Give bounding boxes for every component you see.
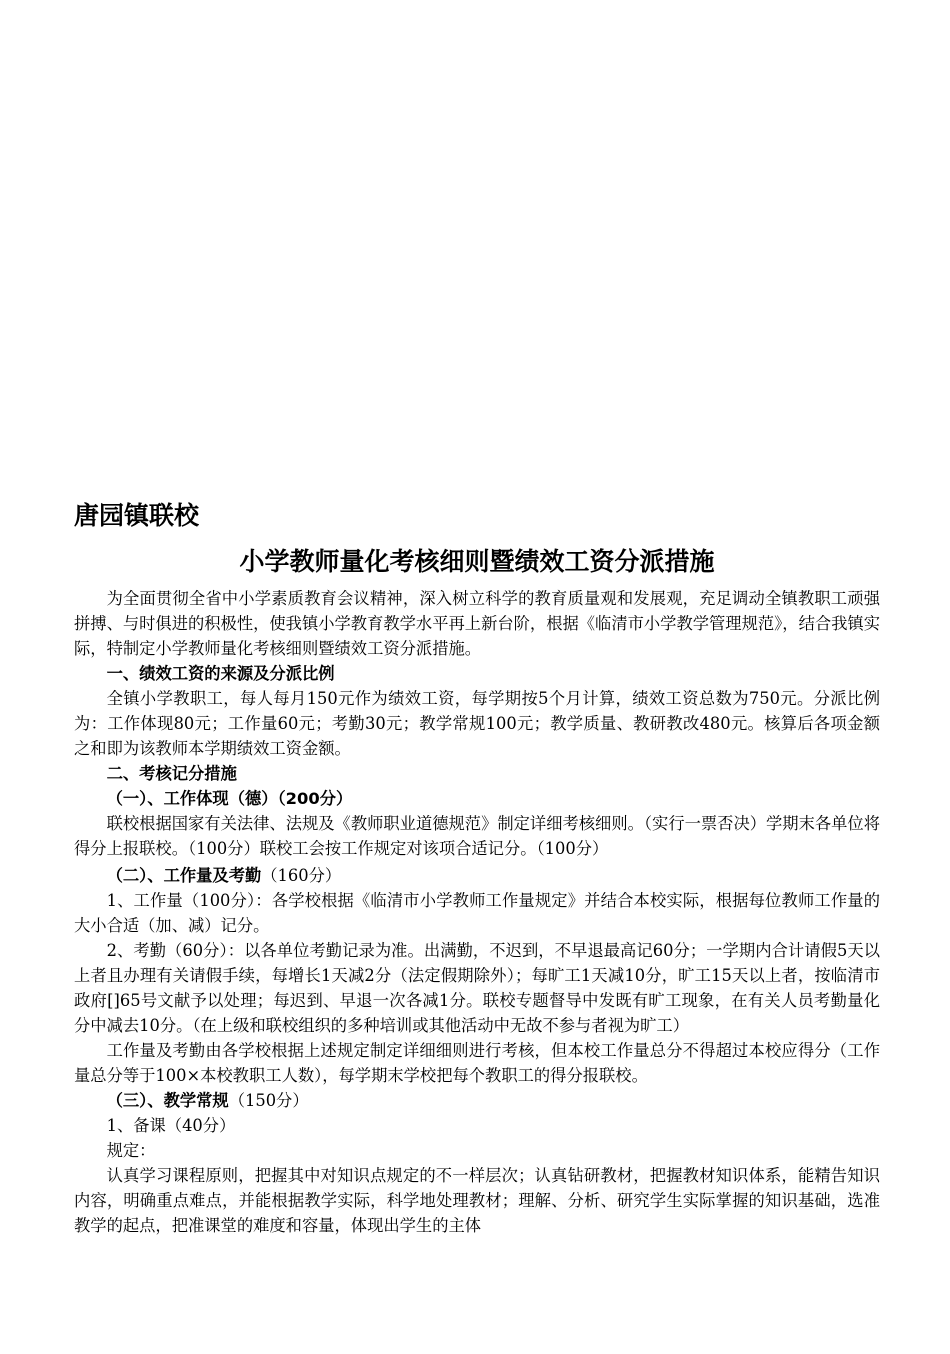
subsection-3-rule-text: 认真学习课程原则，把握其中对知识点规定的不一样层次；认真钻研教材，把握教材知识体系，能精告知识内容，明确重点难点，并能根据教学实际，科学地处理教材；理解、分析、研究学生实际掌握的知识基础，选准教学的起点，把准课堂的难度和容量，体现出学生的主体	[74, 1166, 880, 1235]
subsection-2-title: （二）、工作量及考勤	[106, 866, 262, 885]
subsection-2-heading	[74, 863, 880, 888]
subsection-2-item-1: 1、工作量（100分）：各学校根据《临清市小学教师工作量规定》并结合本校实际，根据每位教师工作量的大小合适（加、减）记分。	[74, 891, 880, 935]
subsection-2-summary: 工作量及考勤由各学校根据上述规定制定详细细则进行考核，但本校工作量总分不得超过本校应得分（工作量总分等于100×本校教职工人数），每学期末学校把每个教职工的得分报联校。	[74, 1041, 880, 1085]
section-1-heading: 一、绩效工资的来源及分派比例	[106, 664, 335, 683]
subsection-1-paragraph: 联校根据国家有关法律、法规及《教师职业道德规范》制定详细考核细则。（实行一票否决）学期末各单位将得分上报联校。（100分）联校工会按工作规定对该项合适记分。（100分）	[74, 814, 880, 858]
subsection-3-points: （150分）	[228, 1091, 309, 1110]
organization-name: 唐园镇联校	[74, 501, 200, 530]
subsection-2-points: （160分）	[261, 866, 342, 885]
subsection-3-rule-label: 规定：	[106, 1141, 156, 1160]
document-page	[74, 498, 880, 1238]
section-1-paragraph: 全镇小学教职工，每人每月150元作为绩效工资，每学期按5个月计算，绩效工资总数为750元。分派比例为：工作体现80元；工作量60元；考勤30元；教学常规100元；教学质量、教研教改480元。核算后各项金额之和即为该教师本学期绩效工资金额。	[74, 689, 880, 758]
document-title: 小学教师量化考核细则暨绩效工资分派措施	[239, 547, 715, 576]
subsection-3-heading	[74, 1088, 880, 1113]
subsection-1-heading: （一）、工作体现（德）（200分）	[106, 789, 353, 808]
subsection-3-item-1: 1、备课（40分）	[106, 1116, 236, 1135]
subsection-3-title: （三）、教学常规	[106, 1091, 229, 1110]
subsection-2-item-2: 2、考勤（60分）：以各单位考勤记录为准。出满勤，不迟到，不早退最高记60分；一学期内合计请假5天以上者且办理有关请假手续，每增长1天减2分（法定假期除外）；每旷工1天减10分，旷工15天以上者，按临清市政府[]65号文献予以处理；每迟到、早退一次各减1分。联校专题督导中发既有旷工现象，在有关人员考勤量化分中减去10分。（在上级和联校组织的多种培训或其他活动中无故不参与者视为旷工）	[74, 941, 880, 1035]
section-2-heading: 二、考核记分措施	[106, 764, 237, 783]
intro-paragraph: 为全面贯彻全省中小学素质教育会议精神，深入树立科学的教育质量观和发展观，充足调动全镇教职工顽强拼搏、与时俱进的积极性，使我镇小学教育教学水平再上新台阶，根据《临清市小学教学管理规范》，结合我镇实际，特制定小学教师量化考核细则暨绩效工资分派措施。	[74, 589, 880, 658]
